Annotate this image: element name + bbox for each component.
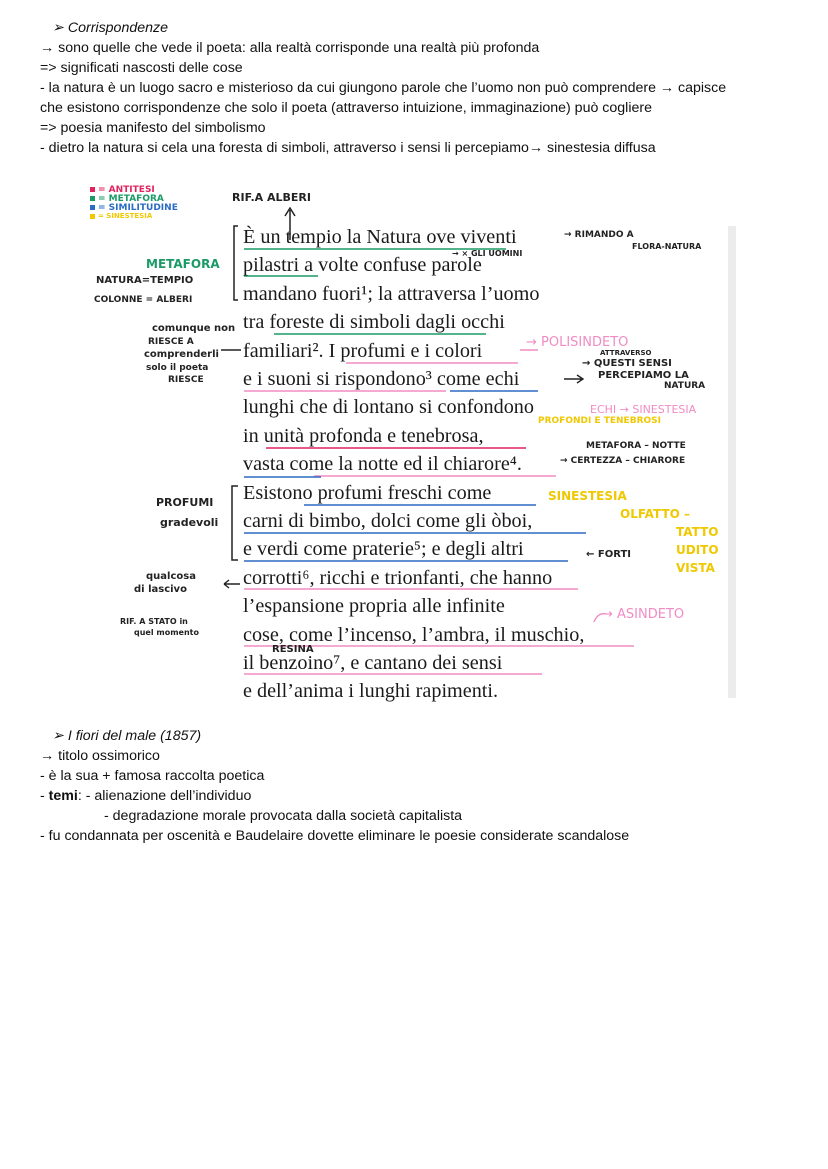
color-legend bbox=[90, 186, 178, 220]
section-heading: ➢ I fiori del male (1857) bbox=[52, 728, 202, 744]
note-line: => significati nascosti delle cose bbox=[40, 60, 243, 76]
poem-line: il benzoino⁷, e cantano dei sensi bbox=[243, 652, 503, 674]
note-riesce-a: RIESCE A bbox=[148, 337, 194, 347]
annotated-poem-image bbox=[86, 172, 750, 702]
poem-line: e i suoni si rispondono³ come echi bbox=[243, 368, 520, 390]
note-line: → sono quelle che vede il poeta: alla realtà corrisponde una realtà più profonda bbox=[40, 40, 540, 56]
poem-line: cose, come l’incenso, l’ambra, il muschio, bbox=[243, 623, 585, 646]
note-line: - è la sua + famosa raccolta poetica bbox=[40, 768, 265, 784]
notes-fiori-del-male bbox=[40, 726, 629, 846]
poem-line: pilastri a volte confuse parole bbox=[243, 254, 482, 277]
note-quel-momento: quel momento bbox=[134, 628, 199, 637]
note-qualcosa: qualcosa bbox=[146, 571, 196, 582]
legend-similitudine: = SIMILITUDINE bbox=[90, 204, 178, 213]
note-polisindeto: → POLISINDETO bbox=[526, 335, 629, 350]
legend-antitesi: = ANTITESI bbox=[90, 186, 178, 195]
note-attraverso: ATTRAVERSO bbox=[600, 349, 652, 357]
note-metafora: METAFORA bbox=[146, 257, 220, 271]
note-line: - dietro la natura si cela una foresta di simboli, attraverso i sensi li percepiamo→ sinestesia diffusa bbox=[40, 140, 656, 156]
note-colonne-alberi: COLONNE = ALBERI bbox=[94, 295, 193, 305]
poem-line: e verdi come praterie⁵; e degli altri bbox=[243, 538, 524, 561]
poem-line: lunghi che di lontano si confondono bbox=[243, 396, 534, 419]
poem-line: vasta come la notte ed il chiarore⁴. bbox=[243, 453, 522, 476]
note-rimando: → RIMANDO A bbox=[564, 230, 634, 240]
note-certezza-chiarore: → CERTEZZA – CHIARORE bbox=[560, 456, 686, 466]
note-percepiamo: PERCEPIAMO LA bbox=[598, 370, 689, 381]
poem-line: tra foreste di simboli dagli occhi bbox=[243, 311, 505, 334]
note-natura: NATURA bbox=[664, 381, 706, 391]
legend-sinestesia: = SINESTESIA bbox=[90, 213, 178, 220]
note-profumi: PROFUMI bbox=[156, 496, 214, 509]
poem-line: mandano fuori¹; la attraversa l’uomo bbox=[243, 282, 540, 305]
note-tatto: TATTO bbox=[676, 525, 719, 539]
note-resina: RESINA bbox=[272, 644, 314, 655]
note-flora-natura: FLORA-NATURA bbox=[632, 242, 702, 251]
poem-line: Esistono profumi freschi come bbox=[243, 481, 492, 504]
temi-first: : - alienazione dell’individuo bbox=[77, 788, 252, 804]
note-forti: ← FORTI bbox=[586, 549, 631, 560]
poem-line: l’espansione propria alle infinite bbox=[243, 595, 505, 618]
poem-line: familiari². I profumi e i colori bbox=[243, 339, 483, 362]
note-rif-alberi: RIF.A ALBERI bbox=[232, 191, 311, 204]
note-profondi-tenebrosi: PROFONDI E TENEBROSI bbox=[538, 416, 661, 426]
note-line: → titolo ossimorico bbox=[40, 748, 160, 764]
note-line: - degradazione morale provocata dalla società capitalista bbox=[104, 808, 463, 824]
arrow-corrotti bbox=[224, 580, 240, 588]
note-riesce: RIESCE bbox=[168, 375, 204, 385]
poem-line: È un tempio la Natura ove viventi bbox=[243, 226, 517, 248]
note-rif-stato: RIF. A STATO in bbox=[120, 617, 188, 626]
bracket-stanza1 bbox=[234, 226, 238, 300]
note-asindeto: → ASINDETO bbox=[602, 607, 685, 622]
note-gli-uomini: → × GLI UOMINI bbox=[452, 249, 523, 258]
note-line: che esistono corrispondenze che solo il poeta (attraverso intuizione, immaginazione) può cogliere bbox=[40, 100, 652, 116]
poem-line: in unità profonda e tenebrosa, bbox=[243, 424, 484, 447]
temi-label: temi bbox=[48, 788, 78, 804]
note-sinestesia: SINESTESIA bbox=[548, 489, 627, 503]
note-line: - la natura è un luogo sacro e misterioso da cui giungono parole che l’uomo non può comprendere → capisce bbox=[40, 80, 727, 96]
legend-metafora: = METAFORA bbox=[90, 195, 178, 204]
note-comprenderli: comprenderli bbox=[144, 349, 219, 360]
note-udito: UDITO bbox=[676, 543, 719, 557]
note-metafora-notte: METAFORA – NOTTE bbox=[586, 441, 686, 451]
note-line: => poesia manifesto del simbolismo bbox=[40, 120, 266, 136]
note-line: - fu condannata per oscenità e Baudelaire dovette eliminare le poesie considerate scandalose bbox=[40, 828, 630, 844]
note-comunque-non: comunque non bbox=[152, 323, 236, 334]
note-line-temi: - temi: - alienazione dell’individuo bbox=[40, 788, 252, 804]
poem-line: e dell’anima i lunghi rapimenti. bbox=[243, 680, 499, 703]
note-di-lascivo: di lascivo bbox=[134, 584, 187, 595]
arrow-echi bbox=[564, 375, 583, 383]
note-olfatto: OLFATTO – bbox=[620, 507, 691, 521]
note-questi-sensi: → QUESTI SENSI bbox=[582, 358, 672, 369]
bracket-stanza2 bbox=[232, 486, 238, 560]
poem-line: carni di bimbo, dolci come gli òboi, bbox=[243, 510, 533, 532]
poem-line: corrotti⁶, ricchi e trionfanti, che hanno bbox=[243, 566, 553, 589]
note-vista: VISTA bbox=[676, 561, 715, 575]
note-echi-sinestesia: ECHI → SINESTESIA bbox=[590, 403, 697, 416]
note-solo-poeta: solo il poeta bbox=[146, 363, 209, 373]
section-heading: ➢ Corrispondenze bbox=[52, 20, 168, 36]
note-gradevoli: gradevoli bbox=[160, 516, 219, 529]
note-natura-tempio: NATURA=TEMPIO bbox=[96, 275, 194, 286]
notes-corrispondenze bbox=[40, 18, 726, 158]
